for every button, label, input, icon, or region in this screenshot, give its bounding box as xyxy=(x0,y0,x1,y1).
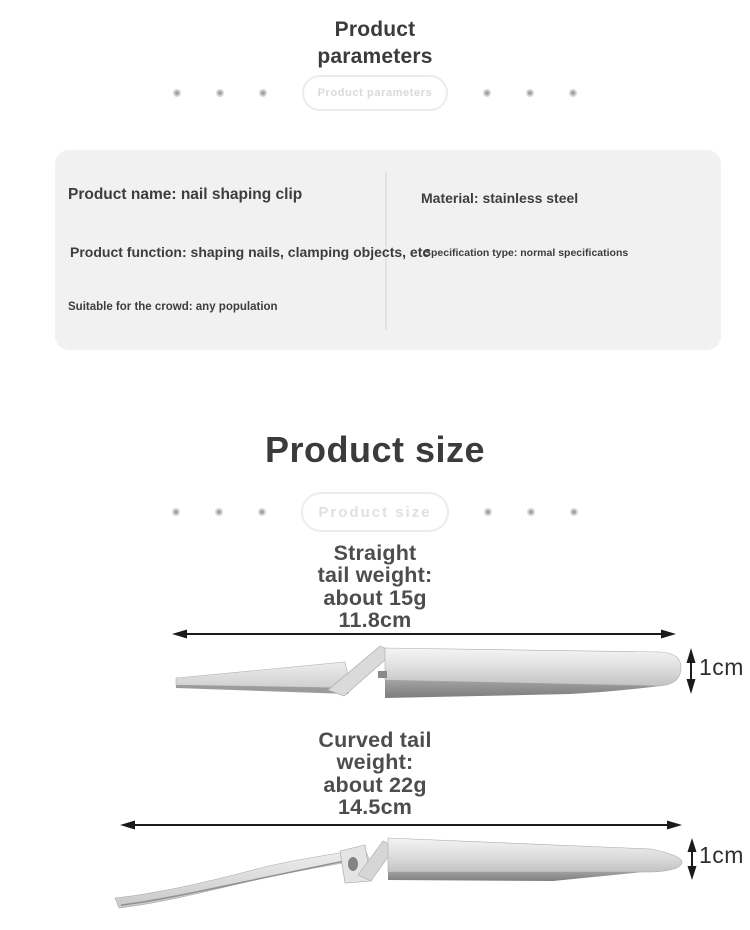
straight-length-arrow xyxy=(172,630,676,639)
curved-tweezers-body xyxy=(115,838,682,908)
deco-dot xyxy=(526,89,534,97)
straight-thickness-arrow xyxy=(687,648,696,694)
size-badge: Product size xyxy=(301,492,448,532)
straight-weight-line: about 15g xyxy=(323,585,427,610)
deco-dot xyxy=(173,89,181,97)
deco-dot xyxy=(172,508,180,516)
deco-dot xyxy=(569,89,577,97)
curved-thickness-arrow xyxy=(688,838,697,880)
straight-thickness-label: 1cm xyxy=(699,654,744,680)
deco-dot xyxy=(216,89,224,97)
curved-weight-line: Curved tail xyxy=(318,728,432,752)
deco-dot xyxy=(484,508,492,516)
straight-tweezers-body xyxy=(176,646,681,698)
straight-length-label: 11.8cm xyxy=(338,608,412,633)
parameters-badge: Product parameters xyxy=(302,75,449,111)
deco-dot xyxy=(570,508,578,516)
curved-length-label: 14.5cm xyxy=(337,795,413,820)
straight-tweezers-image xyxy=(150,624,712,726)
size-section-title: Product size xyxy=(264,429,486,470)
curved-weight-label xyxy=(245,729,505,819)
straight-weight-line: Straight xyxy=(333,541,417,565)
size-deco-row xyxy=(0,492,750,532)
spec-product-name: Product name: nail shaping clip xyxy=(68,186,303,203)
deco-dot xyxy=(483,89,491,97)
parameters-section-title: Product parameters xyxy=(317,18,433,68)
deco-dot xyxy=(527,508,535,516)
spec-product-function: Product function: shaping nails, clamping objects, etc xyxy=(70,244,431,260)
straight-weight-label xyxy=(245,542,505,632)
curved-weight-line: about 22g xyxy=(323,772,427,797)
parameters-deco-row xyxy=(0,74,750,112)
curved-weight-line: weight: xyxy=(336,750,414,775)
curved-tweezers-image xyxy=(103,815,707,927)
parameters-card xyxy=(55,150,721,350)
curved-length-arrow xyxy=(120,821,682,830)
spec-material: Material: stainless steel xyxy=(421,190,579,206)
deco-dot xyxy=(215,508,223,516)
deco-dot xyxy=(258,508,266,516)
spec-suitable-crowd: Suitable for the crowd: any population xyxy=(68,301,278,313)
straight-weight-line: tail weight: xyxy=(317,563,433,588)
spec-specification-type: Specification type: normal specifications xyxy=(424,247,629,259)
deco-dot xyxy=(259,89,267,97)
curved-thickness-label: 1cm xyxy=(699,842,744,868)
